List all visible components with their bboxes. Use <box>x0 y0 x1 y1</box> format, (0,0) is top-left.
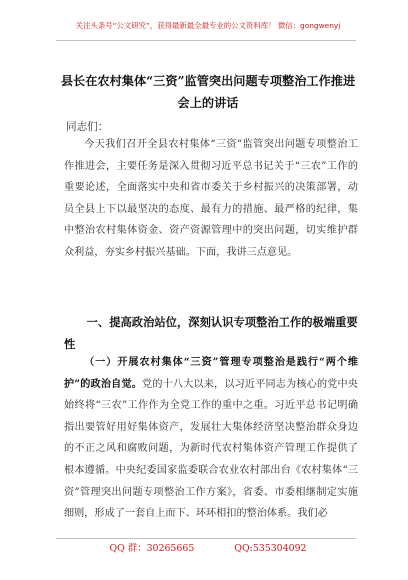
document-title <box>58 70 358 114</box>
section-heading: 一、提高政治站位，深刻认识专项整治工作的极端重要性 <box>64 315 358 351</box>
intro-paragraph: 今天我们召开全县农村集体“三资”监管突出问题专项整治工作推进会，主要任务是深入贯彻习近平总书记关于“三农”工作的重要论述，全面落实中央和省市委关于乡村振兴的决策部署，动员全县上下以最坚决的态度、最有力的措施、最严格的纪律，集中整治农村集体资金、资产资源管理中的突出问题，切实维护群众利益，夯实乡村振兴基础。下面，我讲三点意见。 <box>64 139 358 258</box>
title-line-2: 会上的讲话 <box>177 96 239 110</box>
header-divider <box>56 40 356 41</box>
footer-qq-group: QQ 群：30265665 <box>109 543 195 554</box>
subsection-heading: （一）开展农村集体“三资”管理专项整治是践行“两个维护”的政治自觉。 <box>64 357 358 390</box>
title-line-1: 县长在农村集体“三资”监管突出问题专项整治工作推进 <box>60 74 356 88</box>
subsection-paragraph <box>64 352 358 525</box>
footer-qq: QQ:535304092 <box>234 543 307 554</box>
subsection-text: 党的十八大以来，以习近平同志为核心的党中央始终将“三农”工作作为全党工作的重中之重。习近平总书记明确指出要管好用好集体资产，发展壮大集体经济坚决整治群众身边的不正之风和腐败问题，为新时代农村集体资产管理工作提供了根本遵循。中央纪委国家监委联合农业农村部出台《农村集体“三资”管理突出问题专项整治工作方案》，省委、市委相继制定实施细则，形成了一套自上而下、环环相扣的整治体系。我们必 <box>64 378 358 520</box>
salutation: 同志们： <box>66 121 109 133</box>
promo-banner: 关注头条号“公文研究”，获得最新最全最专业的公文资料库！ 微信：gongwenyj <box>75 21 341 30</box>
footer-contacts <box>58 542 358 556</box>
footer-divider <box>56 538 356 539</box>
